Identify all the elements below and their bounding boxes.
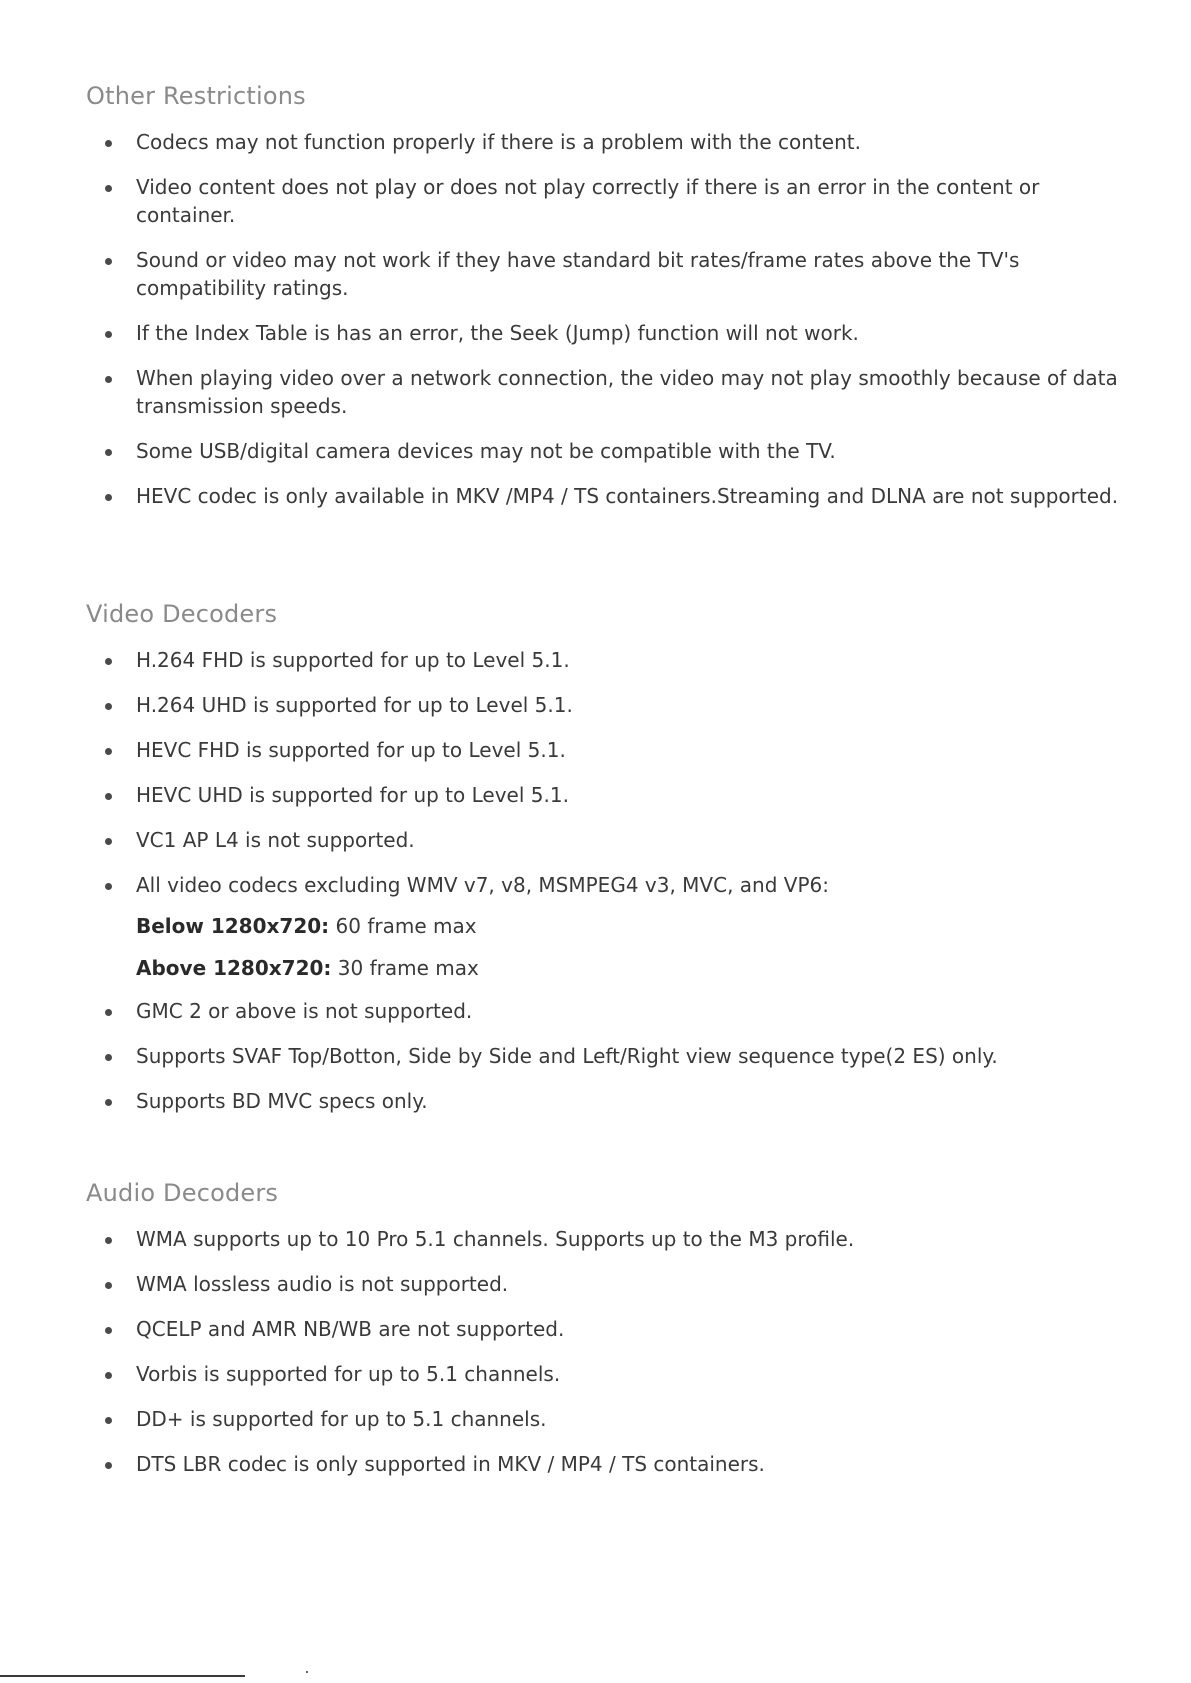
bullet-icon — [105, 140, 112, 147]
section-heading: Video Decoders — [86, 600, 278, 628]
list-item: QCELP and AMR NB/WB are not supported. — [86, 1315, 1126, 1343]
bullet-icon — [105, 1372, 112, 1379]
bullet-icon — [105, 258, 112, 265]
list-item: H.264 FHD is supported for up to Level 5.1. — [86, 646, 1126, 674]
list-item: VC1 AP L4 is not supported. — [86, 826, 1126, 854]
list-item: HEVC FHD is supported for up to Level 5.1. — [86, 736, 1126, 764]
frame-limit-below: Below 1280x720: 60 frame max — [136, 914, 477, 938]
list-item: Sound or video may not work if they have standard bit rates/frame rates above the TV's compatibility ratings. — [86, 246, 1126, 302]
footer-mark — [306, 1671, 308, 1673]
bullet-icon — [105, 331, 112, 338]
bullet-list — [86, 128, 1126, 510]
list-item: Vorbis is supported for up to 5.1 channels. — [86, 1360, 1126, 1388]
section-heading: Other Restrictions — [86, 82, 306, 110]
list-item: WMA supports up to 10 Pro 5.1 channels. Supports up to the M3 profile. — [86, 1225, 1126, 1253]
bullet-icon — [105, 1237, 112, 1244]
list-item: Some USB/digital camera devices may not be compatible with the TV. — [86, 437, 1126, 465]
bullet-icon — [105, 748, 112, 755]
list-item: When playing video over a network connection, the video may not play smoothly because of data transmission speeds. — [86, 364, 1126, 420]
section-other-restrictions — [86, 80, 1126, 510]
bullet-icon — [105, 1099, 112, 1106]
bullet-icon — [105, 883, 112, 890]
bullet-icon — [105, 494, 112, 501]
bullet-icon — [105, 185, 112, 192]
list-item: If the Index Table is has an error, the Seek (Jump) function will not work. — [86, 319, 1126, 347]
section-audio-decoders — [86, 1177, 1126, 1478]
bullet-icon — [105, 838, 112, 845]
bullet-icon — [105, 1054, 112, 1061]
bullet-icon — [105, 1282, 112, 1289]
list-item: DTS LBR codec is only supported in MKV / MP4 / TS containers. — [86, 1450, 1126, 1478]
list-item: DD+ is supported for up to 5.1 channels. — [86, 1405, 1126, 1433]
list-item: GMC 2 or above is not supported. — [86, 997, 1126, 1025]
bullet-icon — [105, 1009, 112, 1016]
bullet-icon — [105, 376, 112, 383]
list-item: Supports SVAF Top/Botton, Side by Side and Left/Right view sequence type(2 ES) only. — [86, 1042, 1126, 1070]
bullet-list — [86, 997, 1126, 1115]
bullet-list — [86, 1225, 1126, 1478]
list-item: HEVC UHD is supported for up to Level 5.1. — [86, 781, 1126, 809]
list-item: All video codecs excluding WMV v7, v8, MSMPEG4 v3, MVC, and VP6: — [86, 871, 1126, 899]
bullet-icon — [105, 1327, 112, 1334]
section-heading: Audio Decoders — [86, 1179, 279, 1207]
list-item: H.264 UHD is supported for up to Level 5.1. — [86, 691, 1126, 719]
list-item: Supports BD MVC specs only. — [86, 1087, 1126, 1115]
list-item: WMA lossless audio is not supported. — [86, 1270, 1126, 1298]
bullet-icon — [105, 449, 112, 456]
footer-rule — [0, 1675, 245, 1677]
section-video-decoders — [86, 598, 1126, 1115]
list-item: Video content does not play or does not play correctly if there is an error in the content or container. — [86, 173, 1126, 229]
list-item: HEVC codec is only available in MKV /MP4 / TS containers.Streaming and DLNA are not supported. — [86, 482, 1126, 510]
bullet-icon — [105, 1417, 112, 1424]
frame-limit-above: Above 1280x720: 30 frame max — [136, 956, 479, 980]
bullet-icon — [105, 658, 112, 665]
list-item: Codecs may not function properly if there is a problem with the content. — [86, 128, 1126, 156]
bullet-icon — [105, 703, 112, 710]
bullet-icon — [105, 793, 112, 800]
bullet-icon — [105, 1462, 112, 1469]
bullet-list — [86, 646, 1126, 899]
